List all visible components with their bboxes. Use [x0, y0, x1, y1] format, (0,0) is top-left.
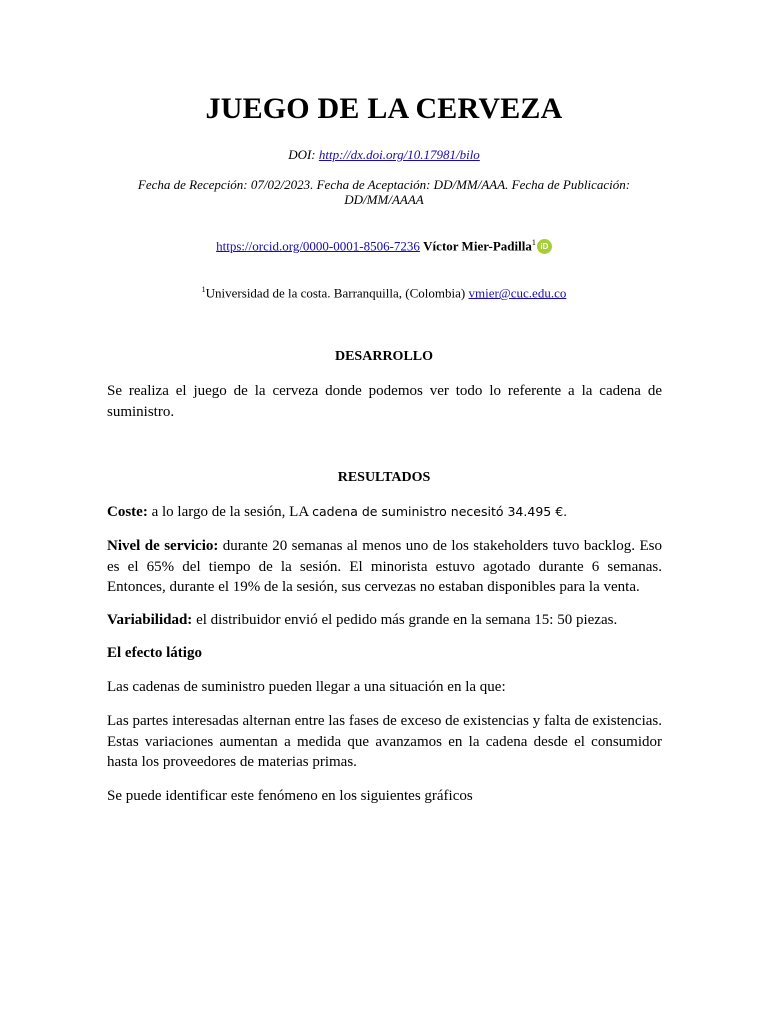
coste-label: Coste: [107, 504, 148, 520]
author-line [0, 238, 768, 254]
variabilidad-label: Variabilidad: [107, 612, 193, 628]
orcid-link[interactable]: https://orcid.org/0000-0001-8506-7236 [216, 238, 420, 254]
coste-text-value: cadena de suministro necesitó 34.495 €. [312, 504, 568, 519]
affiliation-superscript: 1 [201, 285, 206, 294]
servicio-label: Nivel de servicio: [107, 538, 219, 554]
servicio-paragraph [107, 536, 662, 598]
latigo-paragraph-2: Las partes interesadas alternan entre las fases de exceso de existencias y falta de existencias. Estas variaciones aumentan a medida que avanzamos en la cadena desde el consumidor hasta los proveedores de materias primas. [107, 713, 662, 770]
latigo-heading [107, 643, 662, 664]
variabilidad-text: el distribuidor envió el pedido más grande en la semana 15: 50 piezas. [192, 612, 618, 628]
latigo-paragraph-3: Se puede identificar este fenómeno en los siguientes gráficos [107, 788, 473, 804]
coste-paragraph [107, 502, 662, 523]
orcid-icon[interactable]: iD [537, 239, 552, 254]
affiliation-text: Universidad de la costa. Barranquilla, (Colombia) [205, 285, 469, 301]
affiliation [0, 285, 768, 301]
resultados-heading: RESULTADOS [337, 470, 431, 485]
servicio-text: durante 20 semanas al menos uno de los stakeholders tuvo backlog. Eso es el 65% del tiempo de la sesión. El minorista estuvo agotado durante 6 semanas. Entonces, durante el 19% de la sesión, sus cervezas no estaban disponibles para la venta. [107, 538, 662, 595]
latigo-heading-text: El efecto látigo [107, 645, 202, 661]
latigo-paragraph-1: Las cadenas de suministro pueden llegar a una situación en la que: [107, 679, 506, 695]
desarrollo-paragraph: Se realiza el juego de la cerveza donde podemos ver todo lo referente a la cadena de suministro. [107, 383, 662, 420]
email-link[interactable]: vmier@cuc.edu.co [468, 285, 567, 301]
variabilidad-paragraph [107, 610, 662, 631]
doi-link[interactable]: http://dx.doi.org/10.17981/bilo [318, 147, 480, 162]
desarrollo-heading: DESARROLLO [334, 349, 434, 364]
document-title: JUEGO DE LA CERVEZA [205, 92, 563, 125]
coste-text: a lo largo de la sesión, LA [147, 504, 313, 520]
doi-line [0, 147, 768, 163]
publication-dates: Fecha de Recepción: 07/02/2023. Fecha de Aceptación: DD/MM/AAA. Fecha de Publicación: DD/MM/AAAA [137, 177, 631, 207]
author-name: Víctor Mier-Padilla [423, 238, 532, 254]
doi-label: DOI: [288, 147, 319, 162]
author-superscript: 1 [531, 238, 536, 247]
